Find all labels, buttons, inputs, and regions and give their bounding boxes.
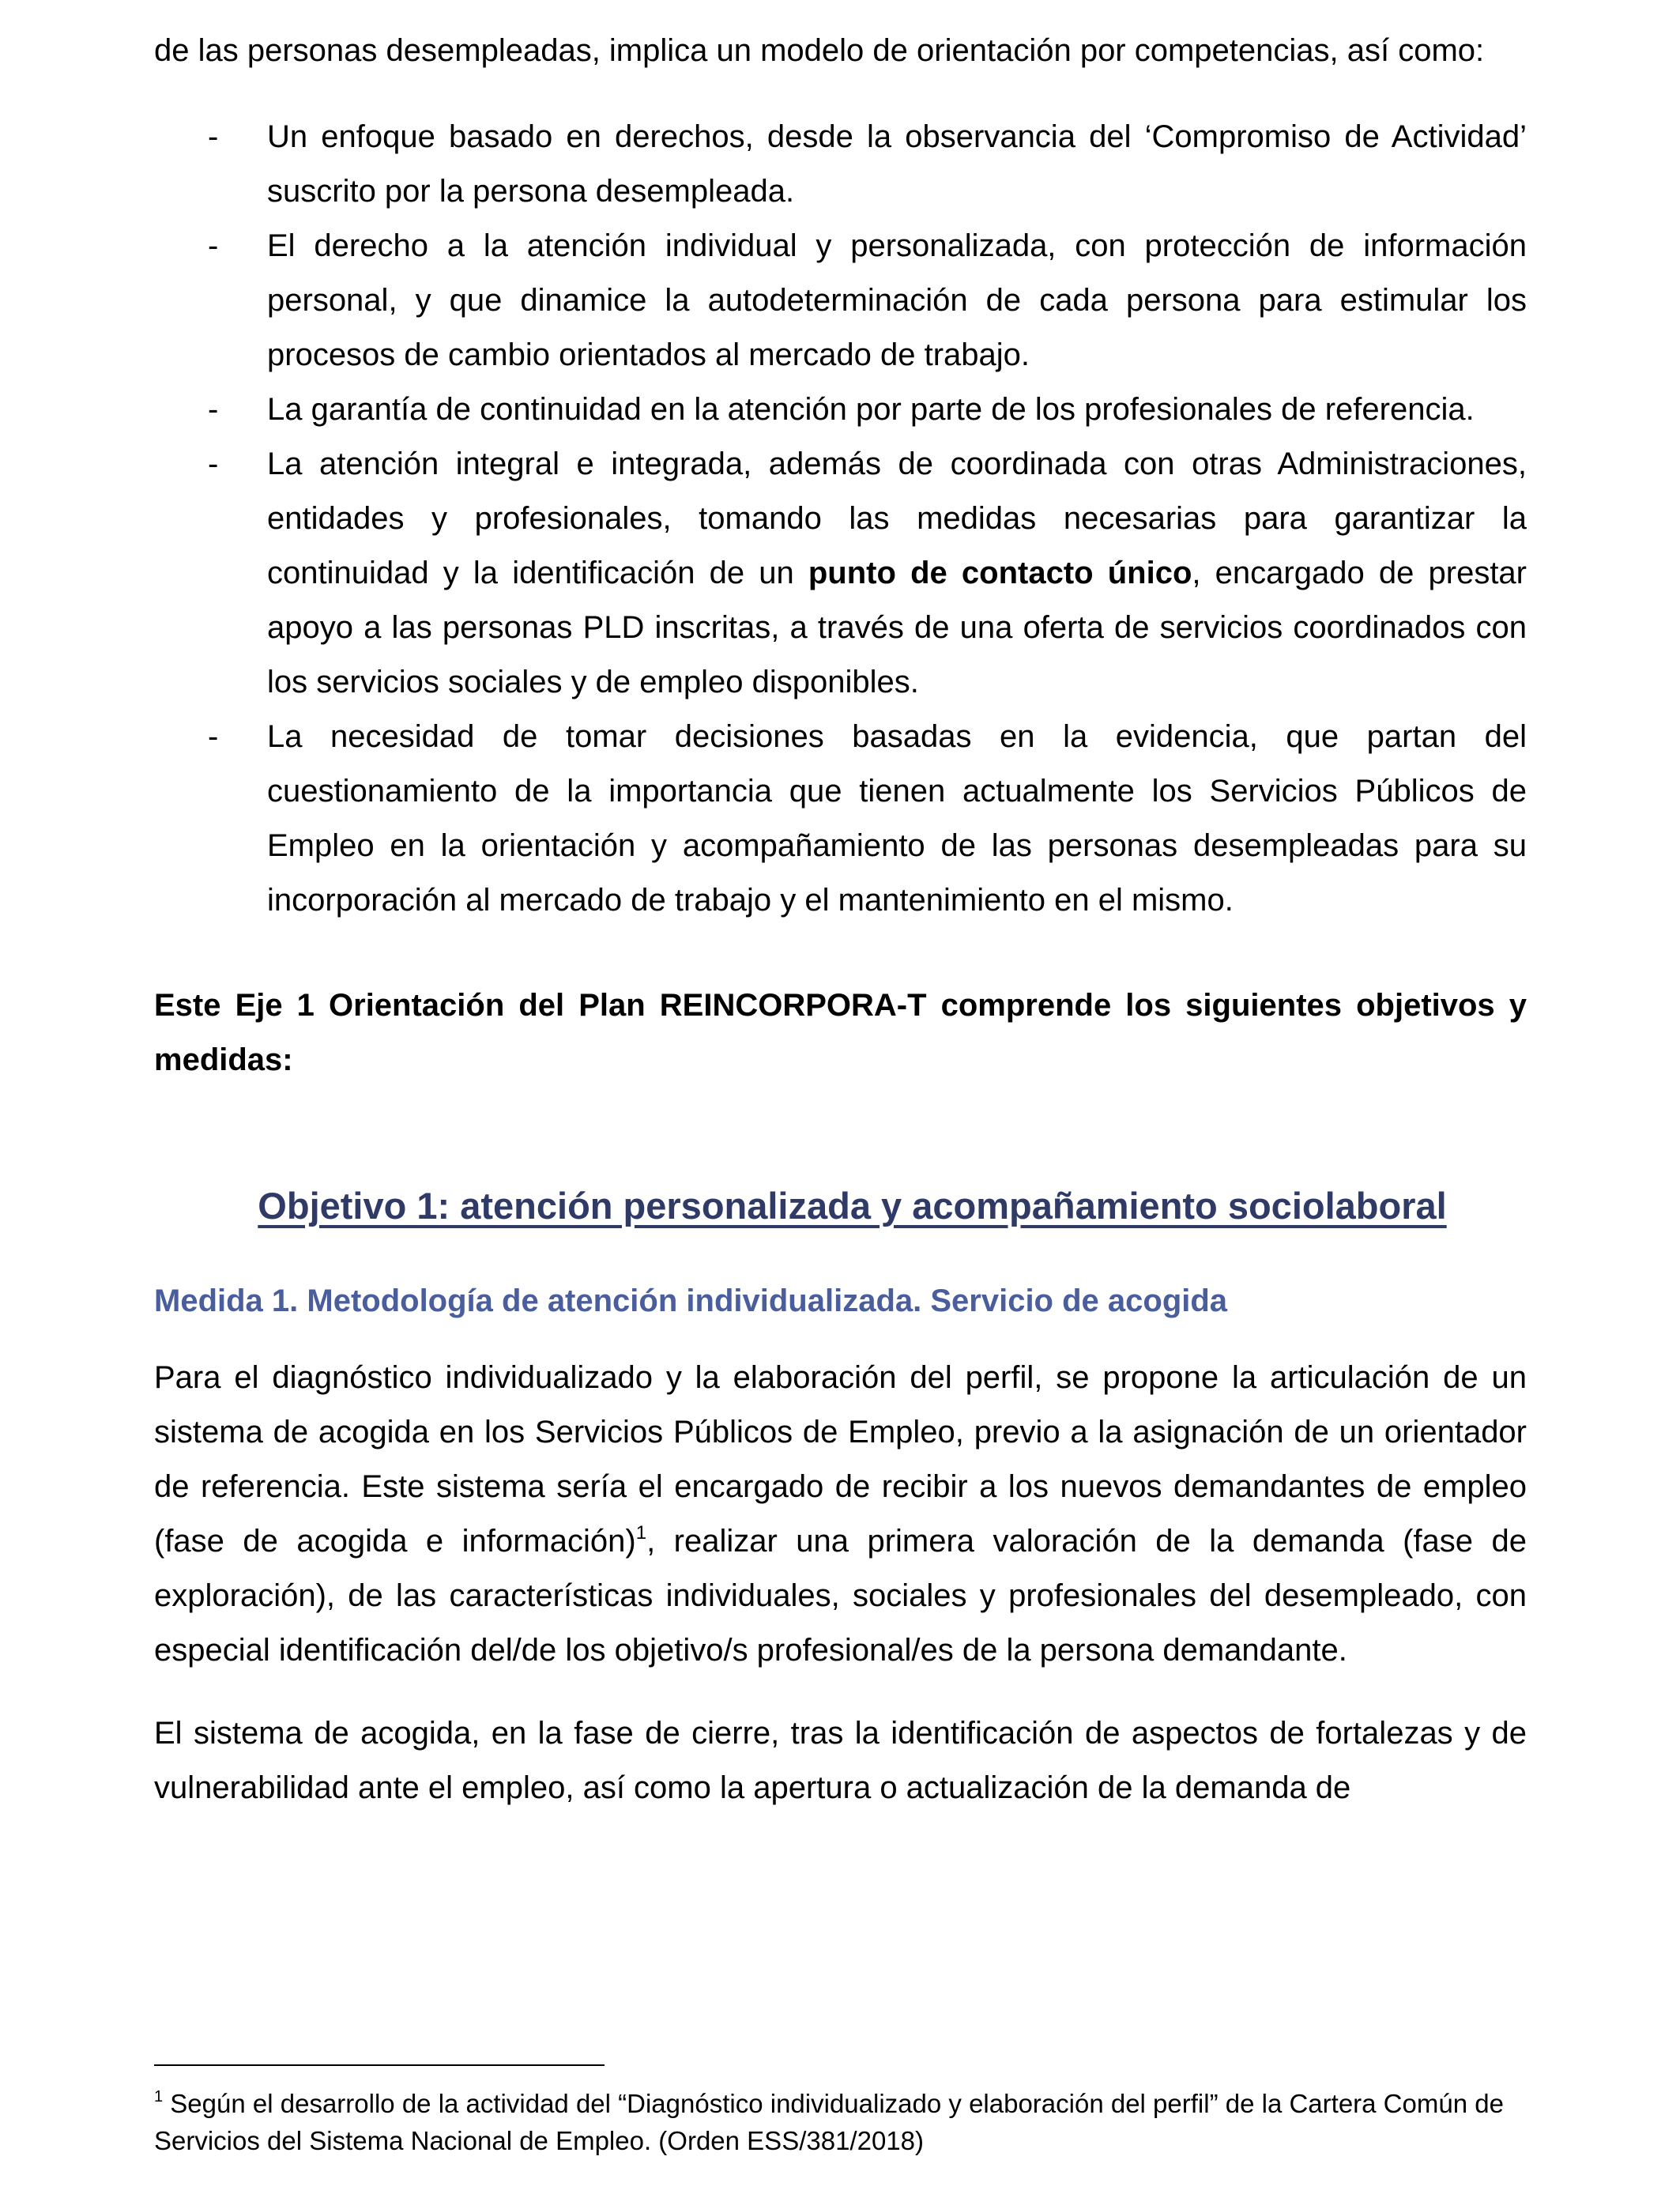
footnote-text: Según el desarrollo de la actividad del “Diagnóstico individualizado y elaboración del perfil” de la Cartera Común de Servicios del Sistema Nacional de Empleo. (Orden ESS/381/2018) bbox=[154, 2089, 1504, 2155]
footnote-separator bbox=[154, 2064, 605, 2066]
list-item-text-after: , encargado de prestar apoyo a las personas PLD inscritas, a través de una oferta de servicios coordinados con los servicios sociales y de empleo disponibles. bbox=[267, 556, 1527, 699]
list-item-text-before: La atención integral e integrada, además de coordinada con otras Administraciones, entidades y profesionales, tomando las medidas necesarias para garantizar la continuidad y la identificación de un bbox=[267, 447, 1527, 590]
list-dash: - bbox=[208, 228, 219, 263]
list-item bbox=[154, 383, 1527, 437]
medida-heading: Medida 1. Metodología de atención individualizada. Servicio de acogida bbox=[154, 1284, 1228, 1318]
list-item-text bbox=[267, 447, 1527, 699]
footnote bbox=[154, 2085, 1537, 2159]
list-item-text: La garantía de continuidad en la atención por parte de los profesionales de referencia. bbox=[267, 392, 1475, 427]
paragraph-text-before: Para el diagnóstico individualizado y la elaboración del perfil, se propone la articulación de un sistema de acogida en los Servicios Públicos de Empleo, previo a la asignación de un orientador de referencia. Este sistema sería el encargado de recibir a los nuevos demandantes de empleo (fase de acogida e información) bbox=[154, 1360, 1527, 1559]
body-paragraph-1 bbox=[154, 1351, 1527, 1678]
body-paragraph-2: El sistema de acogida, en la fase de cierre, tras la identificación de aspectos de fortalezas y de vulnerabilidad ante el empleo, así como la apertura o actualización de la demanda de bbox=[154, 1716, 1527, 1805]
list-dash: - bbox=[208, 119, 219, 154]
list-dash: - bbox=[208, 447, 219, 481]
list-item-bold-text: punto de contacto único bbox=[808, 556, 1192, 590]
list-item-text: La necesidad de tomar decisiones basadas en la evidencia, que partan del cuestionamiento de la importancia que tienen actualmente los Servicios Públicos de Empleo en la orientación y acompañamiento de las personas desempleadas para su incorporación al mercado de trabajo y el mantenimiento en el mismo. bbox=[267, 719, 1527, 918]
document-page bbox=[154, 24, 1527, 1815]
footnote-marker: 1 bbox=[154, 2088, 164, 2105]
list-item bbox=[154, 219, 1527, 383]
paragraph-text-after: , realizar una primera valoración de la demanda (fase de exploración), de las características individuales, sociales y profesionales del desempleado, con especial identificación del/de los objetivo/s profesional/es de la persona demandante. bbox=[154, 1524, 1527, 1668]
list-item-text: Un enfoque basado en derechos, desde la observancia del ‘Compromiso de Actividad’ suscrito por la persona desempleada. bbox=[267, 119, 1527, 209]
list-item bbox=[154, 710, 1527, 928]
list-item bbox=[154, 110, 1527, 219]
intro-paragraph: de las personas desempleadas, implica un modelo de orientación por competencias, así como: bbox=[154, 33, 1485, 68]
list-item bbox=[154, 437, 1527, 710]
principles-list bbox=[154, 110, 1527, 928]
eje-title: Este Eje 1 Orientación del Plan REINCORPORA-T comprende los siguientes objetivos y medidas: bbox=[154, 988, 1527, 1077]
list-item-text: El derecho a la atención individual y personalizada, con protección de información personal, y que dinamice la autodeterminación de cada persona para estimular los procesos de cambio orientados al mercado de trabajo. bbox=[267, 228, 1527, 372]
list-dash: - bbox=[208, 719, 219, 754]
footnote-reference: 1 bbox=[635, 1521, 647, 1544]
objective-heading: Objetivo 1: atención personalizada y acompañamiento sociolaboral bbox=[258, 1185, 1447, 1227]
list-dash: - bbox=[208, 392, 219, 427]
